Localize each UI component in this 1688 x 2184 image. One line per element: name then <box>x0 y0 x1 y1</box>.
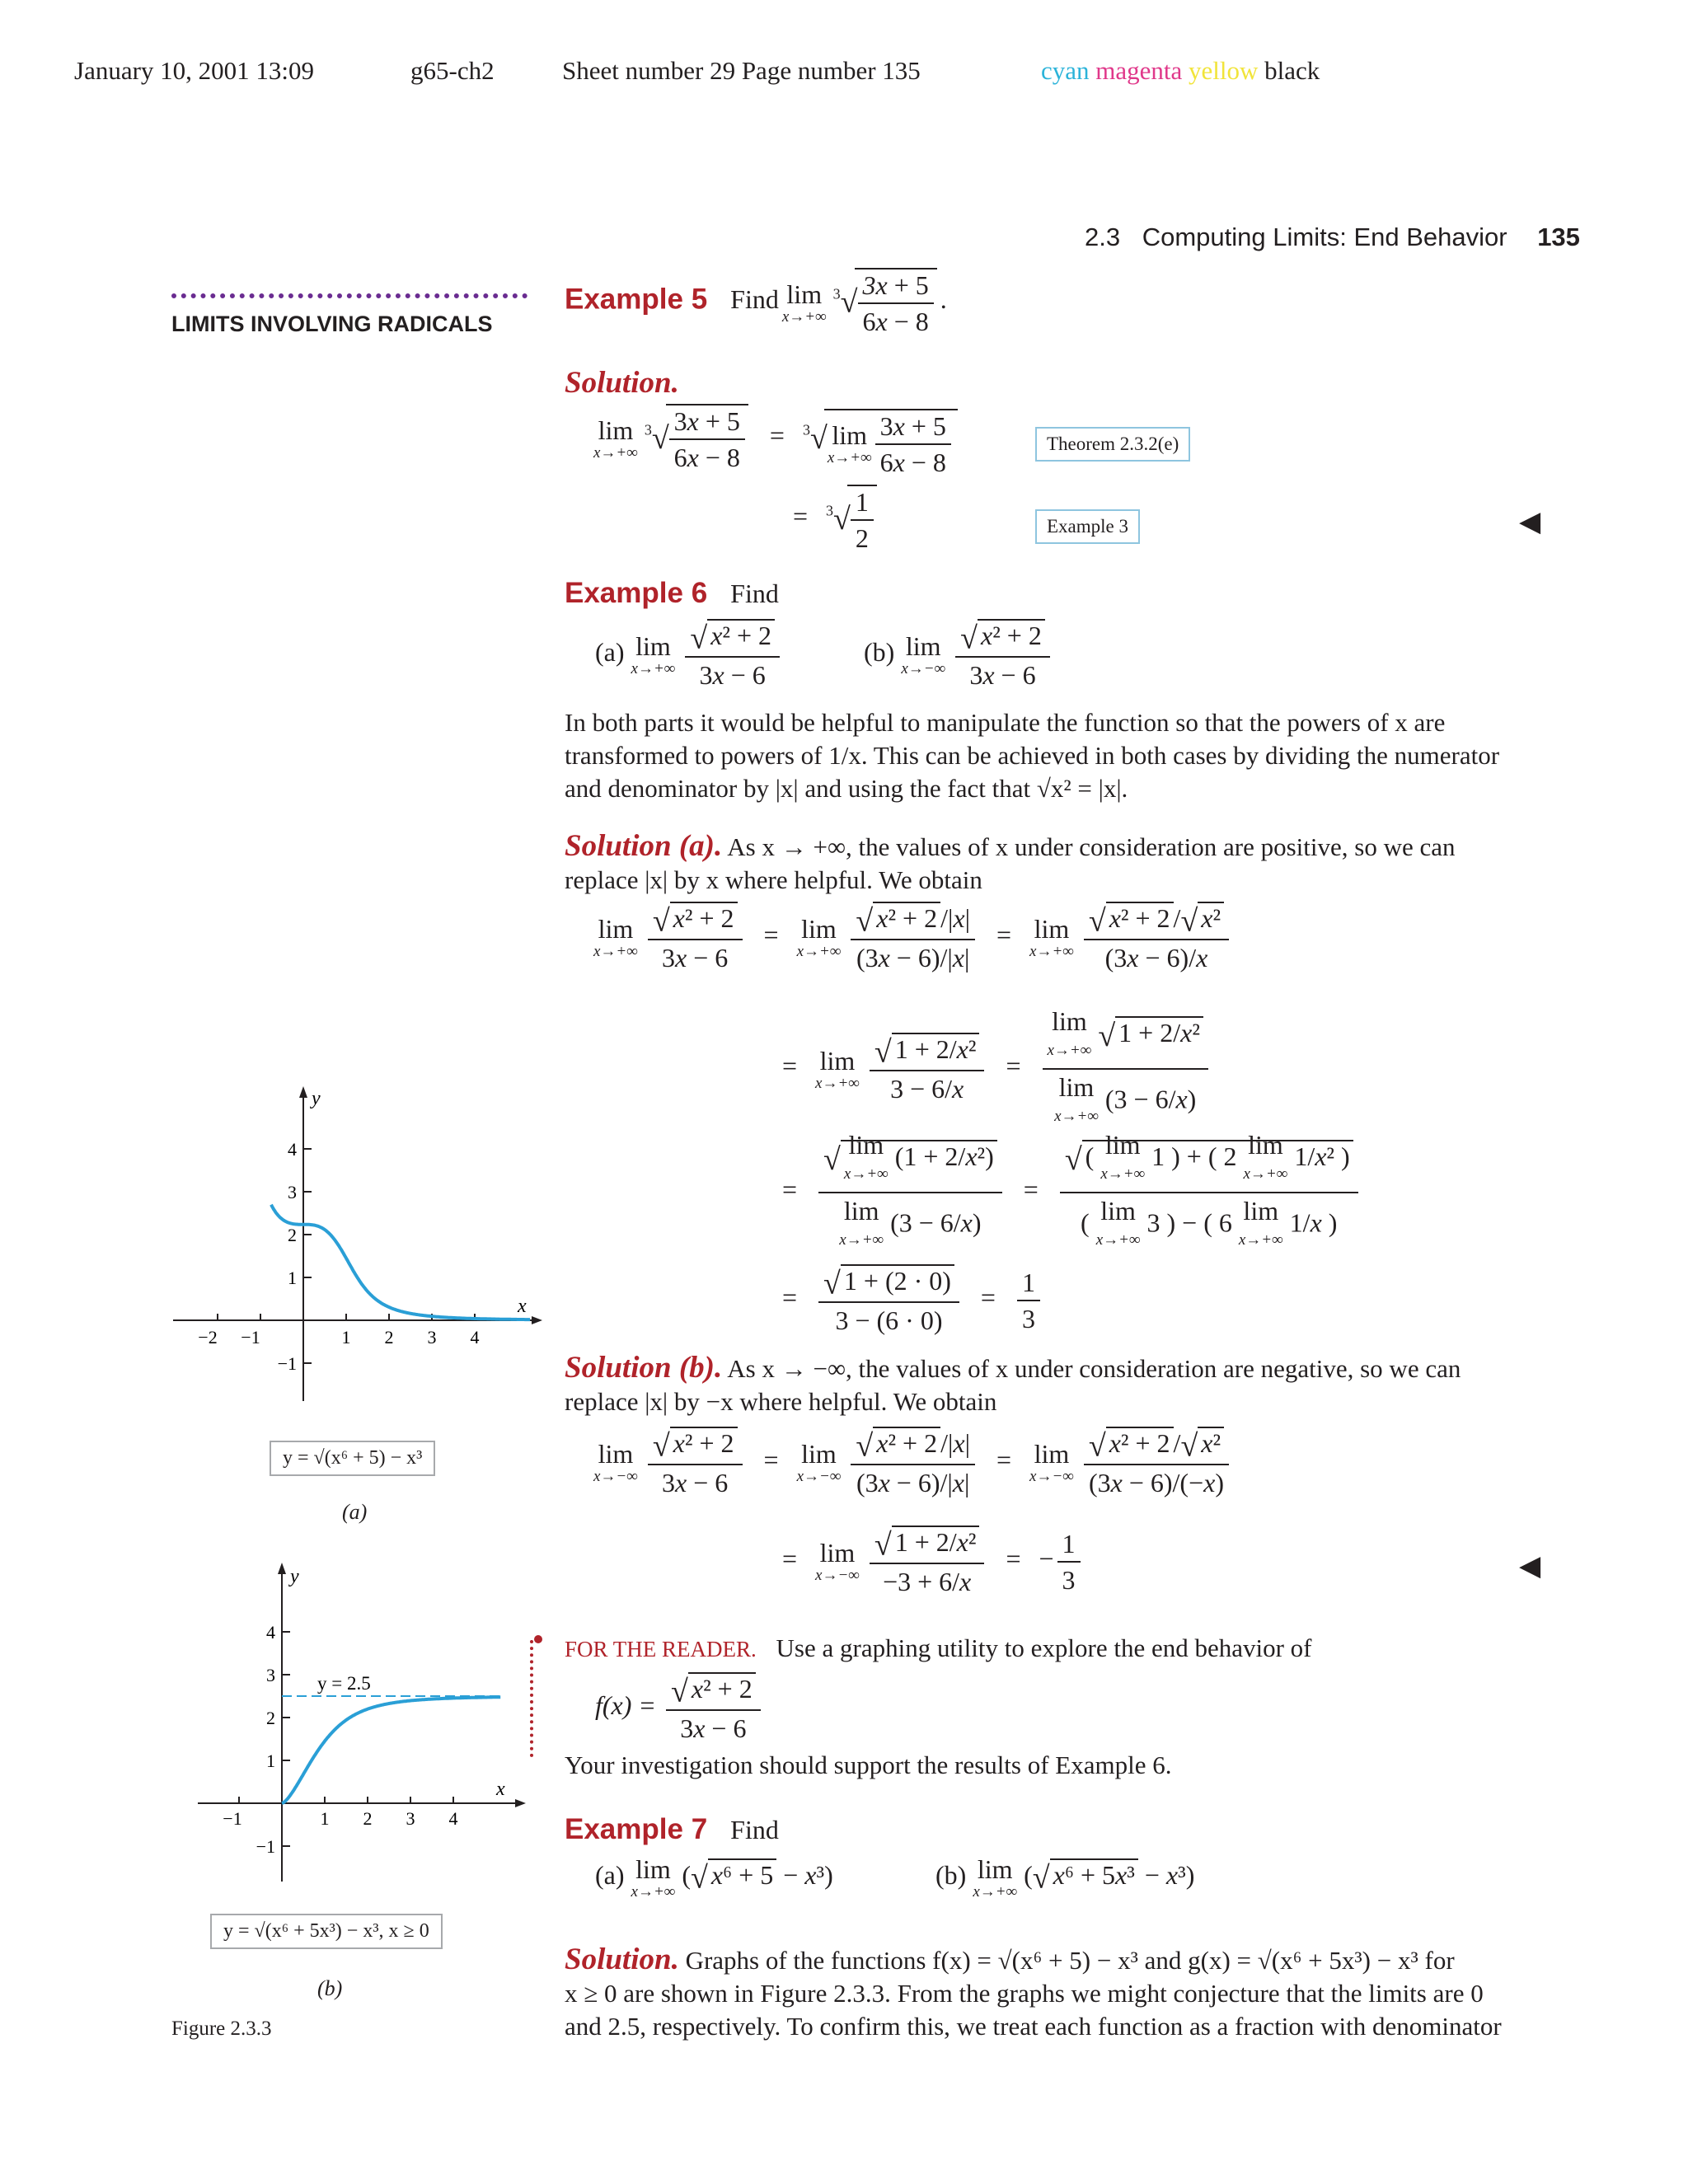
graph-b-xtick-2: 2 <box>363 1808 373 1829</box>
example-6-heading <box>565 577 779 610</box>
tag-theorem: Theorem 2.3.2(e) <box>1035 427 1190 462</box>
intro-line-2: transformed to powers of 1/x. This can be achieved in both cases by dividing the numerator <box>565 741 1500 770</box>
graph-a-sublabel: (a) <box>342 1500 368 1524</box>
reader-dotted-rule <box>530 1640 542 1757</box>
end-of-example-6-marker: ◀ <box>1519 1551 1541 1582</box>
reader-note <box>565 1632 1312 1666</box>
graph-a-xtick-0: −2 <box>198 1327 218 1347</box>
example-6-part-b: (b) lim x→−∞ $\frac{\text{√ x² + 2}}{3x - 6}$ <box>864 620 1053 691</box>
graph-a-y-label: y <box>312 1088 321 1109</box>
graph-b-xtick-0: −1 <box>223 1808 242 1829</box>
graph-b-y-label: y <box>290 1566 299 1587</box>
reader-text: Use a graphing utility to explore the end behavior of <box>776 1633 1312 1662</box>
intro-line-3: and denominator by |x| and using the fact that √x² = |x|. <box>565 774 1128 803</box>
graph-a-xtick-3: 2 <box>384 1327 394 1347</box>
reader-bullet <box>534 1635 542 1643</box>
example-7-solution <box>565 1943 1550 2043</box>
graph-a-ytick-4: −1 <box>277 1353 297 1374</box>
example-5-step-2: = $^3$√ $\frac{1}{2}$ <box>781 485 880 554</box>
example-5-solution-label: Solution. <box>565 366 679 400</box>
solution-a-step-3: = √ lim x→+∞ (1 + 2/x²) lim x→+∞ (3 − 6/x) = √ ( lim x→+∞ 1 ) + ( 2 lim x→+∞ 1/x² ) ( lim x→+∞ 3 ) − ( 6 lim x→+∞ 1/x ) <box>771 1129 1362 1256</box>
example-7-part-a: (a) lim x→+∞ (√ x⁶ + 5 − x³) <box>595 1854 833 1900</box>
running-head <box>1085 223 1580 252</box>
graph-b-xtick-1: 1 <box>320 1808 330 1829</box>
graph-a-x-label: x <box>518 1296 527 1317</box>
slug-sheet: Sheet number 29 Page number 135 <box>562 56 921 85</box>
tag-example-3: Example 3 <box>1035 509 1140 544</box>
slug-magenta: magenta <box>1095 56 1183 85</box>
example-7-line-2: x ≥ 0 are shown in Figure 2.3.3. From the graphs we might conjecture that the limits are 0 <box>565 1979 1484 2008</box>
page-number: 135 <box>1537 223 1580 251</box>
example-6-find: Find <box>730 579 779 608</box>
margin-dotted-rule <box>171 293 528 298</box>
graph-b-x-arrow <box>515 1799 526 1807</box>
graph-b-ytick-4: −1 <box>256 1836 275 1857</box>
graph-a-curve <box>271 1205 530 1319</box>
graph-a-caption: y = √(x⁶ + 5) − x³ <box>270 1441 435 1476</box>
graph-a-ytick-0: 4 <box>288 1139 297 1160</box>
part-a-label: (a) <box>595 637 625 668</box>
example-5 <box>565 268 947 337</box>
example-6-label: Example 6 <box>565 577 708 609</box>
graph-b-ytick-0: 4 <box>266 1622 275 1643</box>
graph-b-ytick-1: 3 <box>266 1665 275 1685</box>
running-head-title: Computing Limits: End Behavior <box>1142 223 1507 251</box>
slug-file: g65-ch2 <box>410 56 495 85</box>
reader-label: FOR THE READER. <box>565 1637 757 1661</box>
graph-b-xtick-3: 3 <box>406 1808 415 1829</box>
slug-cyan: cyan <box>1041 56 1090 85</box>
solution-b-text <box>565 1352 1550 1418</box>
example-7-line-3: and 2.5, respectively. To confirm this, we treat each function as a fraction with denominator <box>565 2012 1502 2041</box>
example-7-solution-label: Solution. <box>565 1943 679 1976</box>
example-7-line-1: Graphs of the functions f(x) = √(x⁶ + 5) − x³ and g(x) = √(x⁶ + 5x³) − x³ for <box>685 1946 1455 1975</box>
margin-heading: LIMITS INVOLVING RADICALS <box>171 312 493 336</box>
graph-b-y-arrow <box>278 1563 286 1574</box>
solution-b-line-2: replace |x| by −x where helpful. We obtain <box>565 1387 997 1416</box>
reader-fx: f(x) = <box>595 1690 656 1721</box>
solution-a-step-1: lim x→+∞ $\frac{\text{√ x² + 2}}{3x - 6}$ = lim x→+∞ $\frac{\text{√ x² + 2 /|x|}}{(3x - 6)/|x|}$ = lim x→+∞ $\frac{\text{√ x² + 2 /√ x²}}{(3x - 6)/x}$ <box>593 902 1232 973</box>
example-7-label: Example 7 <box>565 1813 708 1845</box>
intro-line-1: In both parts it would be helpful to manipulate the function so that the powers of x are <box>565 708 1446 737</box>
example-7-heading <box>565 1813 779 1846</box>
graph-b-ytick-3: 1 <box>266 1750 275 1771</box>
example-6-part-a: (a) lim x→+∞ $\frac{\text{√ x² + 2}}{3x - 6}$ <box>595 620 783 691</box>
solution-b-step-1: lim x→−∞ $\frac{\text{√ x² + 2}}{3x - 6}$ = lim x→−∞ $\frac{\text{√ x² + 2 /|x|}}{(3x - 6)/|x|}$ = lim x→−∞ $\frac{\text{√ x² + 2 /√ x²}}{(3x - 6)/(-x)}$ <box>593 1427 1232 1498</box>
example-5-expression: lim x→+∞ $^3$√ $\frac{3x + 5}{6x - 8}$ . <box>782 284 947 314</box>
reader-function: f(x) = $\frac{\text{√ x² + 2}}{3x - 6}$ <box>595 1673 764 1744</box>
solution-b-label: Solution (b). <box>565 1351 723 1385</box>
graph-b-sublabel: (b) <box>317 1976 343 2000</box>
graph-b-caption: y = √(x⁶ + 5x³) − x³, x ≥ 0 <box>210 1914 443 1949</box>
graph-a-y-arrow <box>299 1086 307 1098</box>
slug-date: January 10, 2001 13:09 <box>74 56 315 85</box>
solution-b-line-1: As x → −∞, the values of x under consideration are negative, so we can <box>727 1354 1461 1383</box>
part-b-label: (b) <box>864 637 895 668</box>
graph-b-xtick-4: 4 <box>448 1808 458 1829</box>
graph-a-xtick-5: 4 <box>470 1327 480 1347</box>
solution-a-step-2: = lim x→+∞ $\frac{\text{√ 1 + 2/x²}}{3 - 6/x}$ = lim x→+∞ √ 1 + 2/x² lim x→+∞ (3 − 6/x) <box>771 1005 1212 1132</box>
solution-a-line-2: replace |x| by x where helpful. We obtain <box>565 865 982 894</box>
example-7-part-a-label: (a) <box>595 1859 625 1890</box>
graph-a-xtick-1: −1 <box>241 1327 260 1347</box>
example-6-intro <box>565 706 1550 805</box>
slug-black: black <box>1264 56 1320 85</box>
example-5-find: Find <box>730 284 779 315</box>
example-7-part-b: (b) lim x→+∞ (√ x⁶ + 5x³ − x³) <box>935 1854 1195 1900</box>
graph-a-ytick-3: 1 <box>288 1268 297 1288</box>
figure-number: Figure 2.3.3 <box>171 2018 272 2040</box>
graph-a-ytick-1: 3 <box>288 1182 297 1202</box>
solution-a-label: Solution (a). <box>565 829 723 863</box>
example-5-label: Example 5 <box>565 283 708 316</box>
graph-b-asymptote-label: y = 2.5 <box>317 1673 371 1694</box>
solution-a-line-1: As x → +∞, the values of x under consideration are positive, so we can <box>727 832 1456 861</box>
solution-a-step-4: = $\frac{√ 1 + (2 \cdot 0)}{3 - (6 \cdot 0)}$ = $\frac{1}{3}$ <box>771 1265 1043 1336</box>
example-5-step-1: lim x→+∞ $^3$√ $\frac{3x + 5}{6x - 8}$ = $^3$√ lim x→+∞ $\frac{3x + 5}{6x - 8}$ <box>593 404 958 478</box>
solution-a-text <box>565 830 1550 897</box>
running-head-section: 2.3 <box>1085 223 1121 251</box>
graph-b-curve <box>282 1697 500 1803</box>
graph-a-x-arrow <box>532 1316 542 1324</box>
graph-a-xtick-2: 1 <box>341 1327 351 1347</box>
slug-yellow: yellow <box>1189 56 1259 85</box>
graph-a-ytick-2: 2 <box>288 1225 297 1245</box>
graph-b <box>181 1556 528 1886</box>
slug-colors <box>1041 56 1320 86</box>
graph-a <box>165 1071 544 1418</box>
example-7-find: Find <box>730 1815 779 1844</box>
end-of-example-5-marker: ◀ <box>1519 507 1541 537</box>
solution-b-step-2: = lim x→−∞ $\frac{\text{√ 1 + 2/x²}}{-3 + 6/x}$ = − $\frac{1}{3}$ <box>771 1526 1084 1597</box>
example-7-part-b-label: (b) <box>935 1859 967 1890</box>
graph-a-xtick-4: 3 <box>427 1327 437 1347</box>
graph-b-ytick-2: 2 <box>266 1708 275 1728</box>
reader-followup: Your investigation should support the results of Example 6. <box>565 1750 1172 1779</box>
graph-b-x-label: x <box>496 1779 505 1800</box>
